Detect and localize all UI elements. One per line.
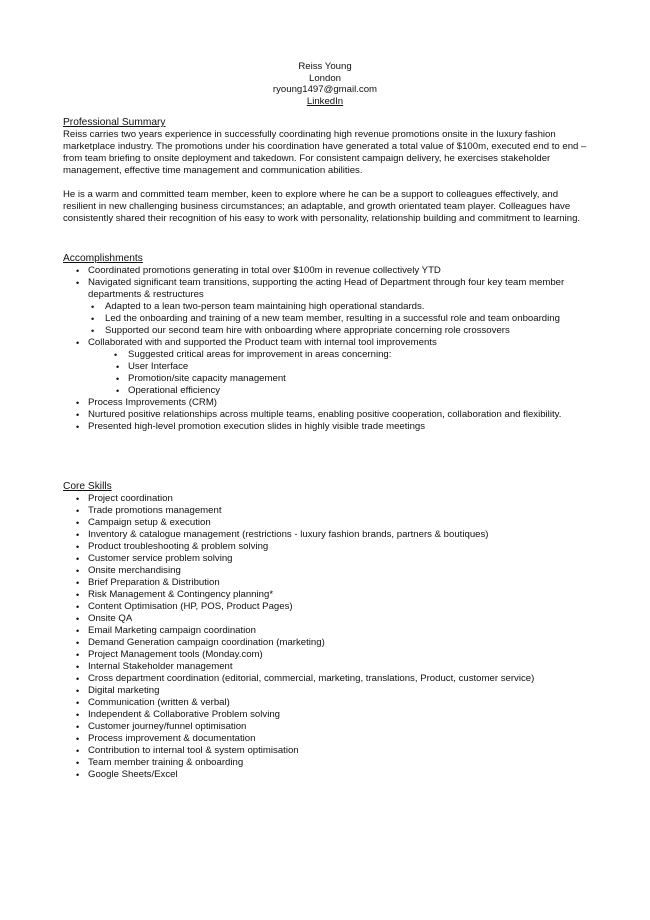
accomplishment-text: Nurtured positive relationships across multiple teams, enabling positive cooperation, collaboration and flexibility.: [88, 409, 562, 420]
skill-text: Onsite QA: [88, 613, 133, 624]
bullet-icon: •: [76, 530, 80, 540]
bullet-icon: •: [76, 554, 80, 564]
bullet-icon: •: [76, 266, 80, 276]
skill-item: [63, 721, 593, 733]
bullet-icon: •: [76, 674, 80, 684]
core-skills-list: [63, 493, 593, 781]
bullet-icon: •: [76, 398, 80, 408]
skill-item: [63, 745, 593, 757]
linkedin-link[interactable]: LinkedIn: [306, 95, 344, 107]
accomplishment-text: Collaborated with and supported the Product team with internal tool improvements: [88, 337, 437, 348]
skill-text: Cross department coordination (editorial, commercial, marketing, translations, Product, customer service): [88, 673, 535, 684]
accomplishment-item: [63, 373, 593, 385]
core-skills-section: [63, 481, 593, 781]
bullet-icon: •: [91, 326, 95, 336]
candidate-name: Reiss Young: [298, 61, 352, 72]
skill-item: [63, 505, 593, 517]
bullet-icon: •: [116, 374, 120, 384]
bullet-icon: •: [76, 278, 80, 288]
accomplishment-text: Operational efficiency: [128, 385, 221, 396]
skill-item: [63, 613, 593, 625]
bullet-icon: •: [76, 770, 80, 780]
skill-text: Internal Stakeholder management: [88, 661, 233, 672]
bullet-icon: •: [76, 638, 80, 648]
bullet-icon: •: [116, 386, 120, 396]
bullet-icon: •: [76, 758, 80, 768]
bullet-icon: •: [76, 422, 80, 432]
bullet-icon: •: [76, 686, 80, 696]
bullet-icon: •: [76, 590, 80, 600]
accomplishments-heading: Accomplishments: [63, 253, 143, 264]
bullet-icon: •: [76, 650, 80, 660]
bullet-icon: •: [76, 710, 80, 720]
skill-text: Brief Preparation & Distribution: [88, 577, 220, 588]
accomplishment-item: [63, 349, 593, 361]
skill-text: Risk Management & Contingency planning*: [88, 589, 274, 600]
bullet-icon: •: [76, 626, 80, 636]
skill-text: Customer journey/funnel optimisation: [88, 721, 247, 732]
skill-text: Inventory & catalogue management (restrictions - luxury fashion brands, partners & boutiques): [88, 529, 489, 540]
bullet-icon: •: [76, 602, 80, 612]
skill-text: Project Management tools (Monday.com): [88, 649, 263, 660]
accomplishment-text: User Interface: [128, 361, 189, 372]
accomplishment-item: [63, 301, 593, 313]
bullet-icon: •: [76, 506, 80, 516]
bullet-icon: •: [91, 314, 95, 324]
skill-item: [63, 685, 593, 697]
professional-summary-heading: Professional Summary: [63, 117, 166, 128]
skill-item: [63, 733, 593, 745]
skill-item: [63, 697, 593, 709]
skill-text: Project coordination: [88, 493, 173, 504]
core-skills-heading: Core Skills: [63, 481, 112, 492]
skill-item: [63, 541, 593, 553]
accomplishment-item: [63, 397, 593, 409]
bullet-icon: •: [76, 614, 80, 624]
bullet-icon: •: [114, 350, 118, 360]
bullet-icon: •: [76, 578, 80, 588]
skill-text: Communication (written & verbal): [88, 697, 230, 708]
bullet-icon: •: [76, 722, 80, 732]
skill-item: [63, 577, 593, 589]
skill-text: Content Optimisation (HP, POS, Product Pages): [88, 601, 293, 612]
bullet-icon: •: [76, 410, 80, 420]
bullet-icon: •: [91, 302, 95, 312]
accomplishment-item: [63, 325, 593, 337]
accomplishment-item: [63, 277, 593, 301]
bullet-icon: •: [76, 746, 80, 756]
bullet-icon: •: [76, 518, 80, 528]
candidate-email[interactable]: ryoung1497@gmail.com: [272, 84, 378, 95]
skill-text: Team member training & onboarding: [88, 757, 244, 768]
skill-item: [63, 769, 593, 781]
skill-item: [63, 757, 593, 769]
skill-text: Independent & Collaborative Problem solving: [88, 709, 280, 720]
skill-item: [63, 649, 593, 661]
accomplishment-item: [63, 409, 593, 421]
skill-text: Google Sheets/Excel: [88, 769, 178, 780]
accomplishment-text: Adapted to a lean two-person team maintaining high operational standards.: [105, 301, 425, 312]
bullet-icon: •: [76, 542, 80, 552]
skill-text: Product troubleshooting & problem solving: [88, 541, 269, 552]
accomplishment-item: [63, 385, 593, 397]
skill-text: Demand Generation campaign coordination (marketing): [88, 637, 325, 648]
skill-item: [63, 517, 593, 529]
skill-text: Email Marketing campaign coordination: [88, 625, 256, 636]
bullet-icon: •: [76, 494, 80, 504]
accomplishment-text: Supported our second team hire with onboarding where appropriate concerning role crossovers: [105, 325, 510, 336]
accomplishment-item: [63, 265, 593, 277]
skill-item: [63, 493, 593, 505]
professional-summary-section: [63, 117, 593, 225]
skill-text: Trade promotions management: [88, 505, 222, 516]
skill-item: [63, 601, 593, 613]
skill-text: Digital marketing: [88, 685, 160, 696]
summary-paragraph-1: Reiss carries two years experience in successfully coordinating high revenue promotions onsite in the luxury fashion marketplace industry. The promotions under his coordination have generated a total value of $100m, executed end to end – from team briefing to onsite deployment and takedown. For consistent campaign delivery, he exercises stakeholder management, effective time management and communication abilities.: [63, 129, 587, 176]
accomplishment-item: [63, 361, 593, 373]
accomplishment-text: Suggested critical areas for improvement in areas concerning:: [128, 349, 392, 360]
accomplishments-list: [63, 265, 593, 433]
accomplishment-text: Promotion/site capacity management: [128, 373, 286, 384]
accomplishment-text: Navigated significant team transitions, supporting the acting Head of Department through four key team member departments & restructures: [88, 277, 565, 300]
skill-text: Customer service problem solving: [88, 553, 233, 564]
skill-item: [63, 709, 593, 721]
bullet-icon: •: [76, 566, 80, 576]
bullet-icon: •: [76, 338, 80, 348]
accomplishment-text: Led the onboarding and training of a new team member, resulting in a successful role and team onboarding: [105, 313, 560, 324]
skill-item: [63, 565, 593, 577]
skill-item: [63, 589, 593, 601]
skill-text: Onsite merchandising: [88, 565, 181, 576]
accomplishment-item: [63, 337, 593, 349]
bullet-icon: •: [76, 734, 80, 744]
accomplishment-item: [63, 313, 593, 325]
contact-header: [0, 61, 650, 107]
skill-text: Contribution to internal tool & system optimisation: [88, 745, 299, 756]
skill-text: Process improvement & documentation: [88, 733, 256, 744]
bullet-icon: •: [76, 698, 80, 708]
accomplishment-text: Presented high-level promotion execution slides in highly visible trade meetings: [88, 421, 426, 432]
skill-item: [63, 673, 593, 685]
accomplishment-text: Process Improvements (CRM): [88, 397, 218, 408]
bullet-icon: •: [116, 362, 120, 372]
candidate-location: London: [308, 72, 341, 84]
skill-item: [63, 637, 593, 649]
bullet-icon: •: [76, 662, 80, 672]
skill-text: Campaign setup & execution: [88, 517, 211, 528]
skill-item: [63, 661, 593, 673]
summary-paragraph-2: He is a warm and committed team member, keen to explore where he can be a support to colleagues effectively, and resilient in new challenging business circumstances; an adaptable, and growth orientated team player. Colleagues have consistently shared their recognition of his easy to work with personality, relationship building and commitment to learning.: [63, 189, 581, 224]
accomplishment-item: [63, 421, 593, 433]
skill-item: [63, 625, 593, 637]
accomplishment-text: Coordinated promotions generating in total over $100m in revenue collectively YTD: [88, 265, 441, 276]
accomplishments-section: [63, 253, 593, 433]
skill-item: [63, 553, 593, 565]
skill-item: [63, 529, 593, 541]
